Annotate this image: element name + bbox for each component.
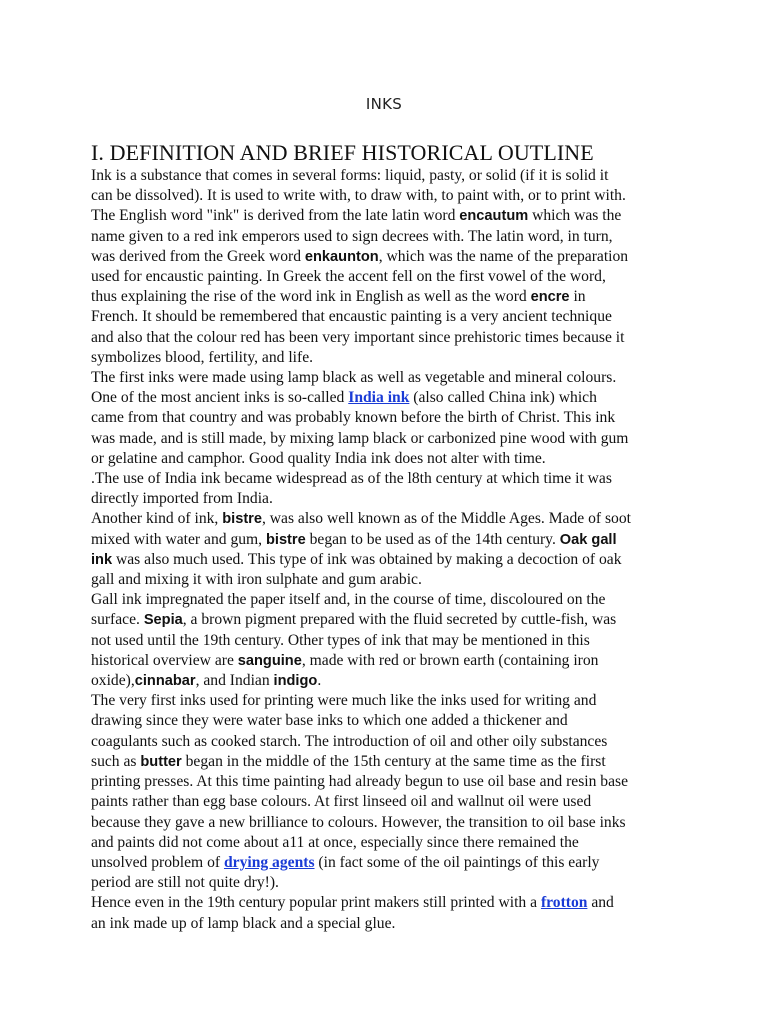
text-line: French. It should be remembered that encaustic painting is a very ancient technique xyxy=(91,308,612,326)
term-bistre: bistre xyxy=(222,511,262,528)
text-line: Gall ink impregnated the paper itself and, in the course of time, discoloured on the xyxy=(91,591,606,609)
term-sepia: Sepia xyxy=(143,612,183,629)
text-line: name given to a red ink emperors used to sign decrees with. The latin word, in turn, xyxy=(91,227,613,245)
text-line: and also that the colour red has been very important since prehistoric times because it xyxy=(91,328,625,346)
india-ink-link[interactable]: India ink xyxy=(348,389,410,407)
text-line: mixed with water and gum, bistre began to be used as of the 14th century. Oak gall xyxy=(91,530,617,548)
term-bistre: bistre xyxy=(265,531,306,548)
text-line: such as butter began in the middle of the 15th century at the same time as the first xyxy=(91,752,606,770)
paragraph-bistre xyxy=(91,509,691,590)
text-line: was derived from the Greek word enkaunton, which was the name of the preparation xyxy=(91,247,629,265)
paragraph-printing-inks xyxy=(91,691,691,893)
text-line: coagulants such as cooked starch. The introduction of oil and other oily substances xyxy=(91,732,608,750)
term-cinnabar: cinnabar xyxy=(134,673,196,690)
text-line: The first inks were made using lamp black as well as vegetable and mineral colours. xyxy=(91,369,617,387)
term-ink: ink xyxy=(91,551,113,568)
text-line: and paints did not come about a11 at once, especially since there remained the xyxy=(91,833,579,851)
text-line: unsolved problem of drying agents (in fact some of the oil paintings of this early xyxy=(91,853,600,871)
document-body xyxy=(91,140,691,934)
document-title: INKS xyxy=(365,95,403,113)
text-line: drawing since they were water base inks to which one added a thickener and xyxy=(91,712,568,730)
text-line: can be dissolved). It is used to write with, to draw with, to paint with, or to print with. xyxy=(91,187,626,205)
frotton-link[interactable]: frotton xyxy=(540,894,588,912)
term-indigo: indigo xyxy=(273,673,318,690)
text-line: Hence even in the 19th century popular print makers still printed with a frotton and xyxy=(91,894,614,912)
drying-agents-link[interactable]: drying agents xyxy=(223,853,315,871)
text-line: was made, and is still made, by mixing lamp black or carbonized pine wood with gum xyxy=(91,429,629,447)
term-butter: butter xyxy=(140,753,182,770)
text-line: came from that country and was probably known before the birth of Christ. This ink xyxy=(91,409,616,427)
text-line: not used until the 19th century. Other types of ink that may be mentioned in this xyxy=(91,631,590,649)
text-line: or gelatine and camphor. Good quality India ink does not alter with time. xyxy=(91,449,546,467)
text-line: thus explaining the rise of the word ink in English as well as the word encre in xyxy=(91,288,586,306)
text-line: because they gave a new brilliance to colours. However, the transition to oil base inks xyxy=(91,813,626,831)
paragraph-print-makers xyxy=(91,893,691,933)
text-line: gall and mixing it with iron sulphate and gum arabic. xyxy=(91,571,422,589)
text-line: surface. Sepia, a brown pigment prepared with the fluid secreted by cuttle-fish, was xyxy=(91,611,617,629)
text-line: an ink made up of lamp black and a special glue. xyxy=(91,914,396,932)
term-sanguine: sanguine xyxy=(237,652,302,669)
term-encre: encre xyxy=(530,289,570,306)
text-line: used for encaustic painting. In Greek the accent fell on the first vowel of the word, xyxy=(91,268,606,286)
text-line: oxide),cinnabar, and Indian indigo. xyxy=(91,672,322,690)
text-line: directly imported from India. xyxy=(91,490,273,508)
term-encautum: encautum xyxy=(459,208,529,225)
paragraph-india-ink xyxy=(91,469,691,509)
text-line: symbolizes blood, fertility, and life. xyxy=(91,348,314,366)
term-oak-gall: Oak gall xyxy=(559,531,617,548)
text-line: The very first inks used for printing were much like the inks used for writing and xyxy=(91,692,597,710)
text-line: .The use of India ink became widespread as of the l8th century at which time it was xyxy=(91,470,612,488)
text-line: The English word "ink" is derived from the late latin word encautum which was the xyxy=(91,207,622,225)
text-line: historical overview are sanguine, made with red or brown earth (containing iron xyxy=(91,651,599,669)
term-enkaunton: enkaunton xyxy=(304,248,379,265)
paragraph-gall-ink xyxy=(91,590,691,691)
text-line: Ink is a substance that comes in several forms: liquid, pasty, or solid (if it is solid it xyxy=(91,167,609,184)
text-line: ink was also much used. This type of ink was obtained by making a decoction of oak xyxy=(91,550,622,568)
paragraph-first-inks xyxy=(91,368,691,469)
paragraph-definition xyxy=(91,166,691,368)
text-line: paints rather than egg base colours. At first linseed oil and wallnut oil were used xyxy=(91,793,592,811)
section-heading: I. DEFINITION AND BRIEF HISTORICAL OUTLINE xyxy=(91,140,594,165)
text-line: period are still not quite dry!). xyxy=(91,874,279,892)
text-line: One of the most ancient inks is so-called India ink (also called China ink) which xyxy=(91,389,597,407)
text-line: Another kind of ink, bistre, was also well known as of the Middle Ages. Made of soot xyxy=(91,510,631,528)
text-line: printing presses. At this time painting had already begun to use oil base and resin base xyxy=(91,773,629,791)
